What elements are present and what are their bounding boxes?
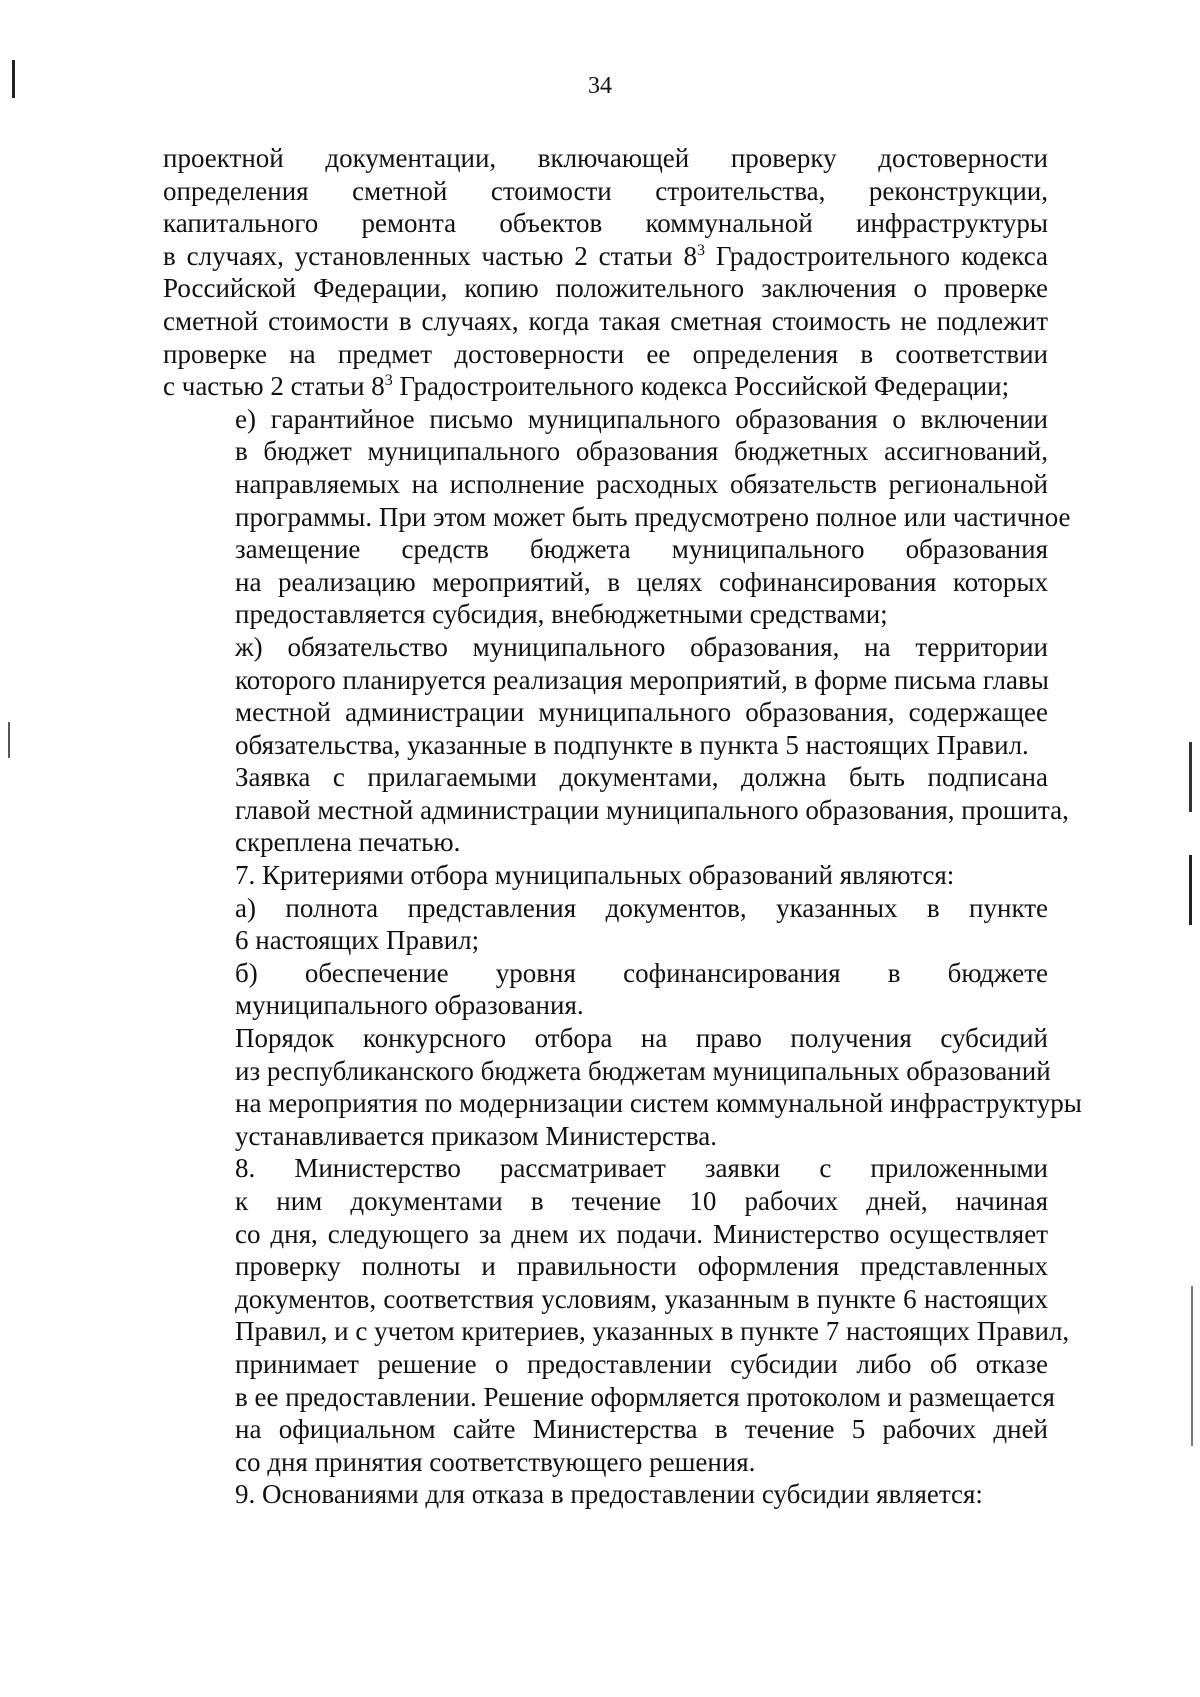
text-line: направляемых на исполнение расходных обязательств региональной [235,468,1048,499]
text-line: ж) обязательство муниципального образования, на территории [235,631,1048,662]
text-line: проверке на предмет достоверности ее определения в соответствии [163,338,1048,369]
text-line: сметной стоимости в случаях, когда такая сметная стоимость не подлежит [163,305,1048,336]
text-line: 9. Основаниями для отказа в предоставлении субсидии является: [235,1479,983,1510]
text-line: местной администрации муниципального образования, содержащее [235,697,1048,728]
text-line: а) полнота представления документов, указанных в пункте [235,892,1048,923]
text-line: которого планируется реализация мероприятий, в форме письма главы [235,664,1049,695]
paragraph [163,631,1048,761]
text-line: устанавливается приказом Министерства. [235,1120,717,1151]
text-line: замещение средств бюджета муниципального образования [235,534,1048,565]
text-line: предоставляется субсидия, внебюджетными средствами; [235,599,888,630]
text-line: к ним документами в течение 10 рабочих дней, начиная [235,1186,1048,1216]
paragraph [163,859,1048,892]
document-body [163,142,1082,1511]
scan-margin-mark [8,722,10,758]
text-line: 6 настоящих Правил; [235,925,480,956]
paragraph [163,761,1069,859]
text-line: определения сметной стоимости строительства, реконструкции, [163,175,1048,206]
paragraph [163,1152,1070,1478]
text-line: 8. Министерство рассматривает заявки с приложенными [235,1153,1048,1184]
scan-margin-mark [1191,1286,1193,1446]
text-line: Заявка с прилагаемыми документами, должна быть подписана [235,762,1048,793]
text-line: документов, соответствия условиям, указанным в пункте 6 настоящих [235,1283,1048,1314]
text-line: б) обеспечение уровня софинансирования в бюджете [235,957,1048,988]
text-line: со дня, следующего за днем их подачи. Министерство осуществляет [235,1218,1048,1249]
text-line: проверку полноты и правильности оформления представленных [235,1251,1048,1282]
paragraph [163,1478,1048,1511]
paragraph [163,142,1048,403]
text-line: на официальном сайте Министерства в течение 5 рабочих дней [235,1414,1048,1445]
text-line: е) гарантийное письмо муниципального образования о включении [235,403,1048,434]
scan-margin-mark [1189,742,1192,812]
text-line: Правил, и с учетом критериев, указанных в пункте 7 настоящих Правил, [235,1316,1070,1347]
text-line: со дня принятия соответствующего решения. [235,1446,756,1477]
text-line: капитального ремонта объектов коммунальной инфраструктуры [163,208,1048,239]
paragraph [163,1022,1082,1152]
superscript: 3 [384,372,393,390]
text-line: в ее предоставлении. Решение оформляется протоколом и размещается [235,1381,1055,1412]
paragraph [163,957,1048,1022]
text-line: из республиканского бюджета бюджетам муниципальных образований [235,1055,1051,1086]
text-line: программы. При этом может быть предусмотрено полное или частичное [235,501,1071,532]
text-line: 7. Критериями отбора муниципальных образований являются: [235,860,955,891]
text-line: на реализацию мероприятий, в целях софинансирования которых [235,566,1048,597]
text-line: с частью 2 статьи $8^3$ Градостроительного кодекса Российской Федерации; [163,371,1010,402]
text-line: скреплена печатью. [235,827,461,858]
paragraph [163,892,1048,957]
text-line: на мероприятия по модернизации систем коммунальной инфраструктуры [235,1088,1082,1119]
text-line: обязательства, указанные в подпункте в пункта 5 настоящих Правил. [235,729,1029,760]
text-line: Порядок конкурсного отбора на право получения субсидий [235,1023,1048,1054]
page-number: 34 [588,73,612,99]
text-line: принимает решение о предоставлении субсидии либо об отказе [235,1348,1048,1379]
text-line: муниципального образования. [235,990,584,1021]
text-line: главой местной администрации муниципального образования, прошита, [235,794,1069,825]
text-line: проектной документации, включающей проверку достоверности [163,143,1048,173]
text-line: Российской Федерации, копию положительного заключения о проверке [163,273,1048,304]
text-line: в случаях, установленных частью 2 статьи $8^3$ Градостроительного кодекса [163,240,1048,271]
superscript: 3 [697,241,705,259]
text-line: в бюджет муниципального образования бюджетных ассигнований, [235,436,1048,467]
scan-margin-mark [1189,855,1192,925]
paragraph [163,403,1071,631]
